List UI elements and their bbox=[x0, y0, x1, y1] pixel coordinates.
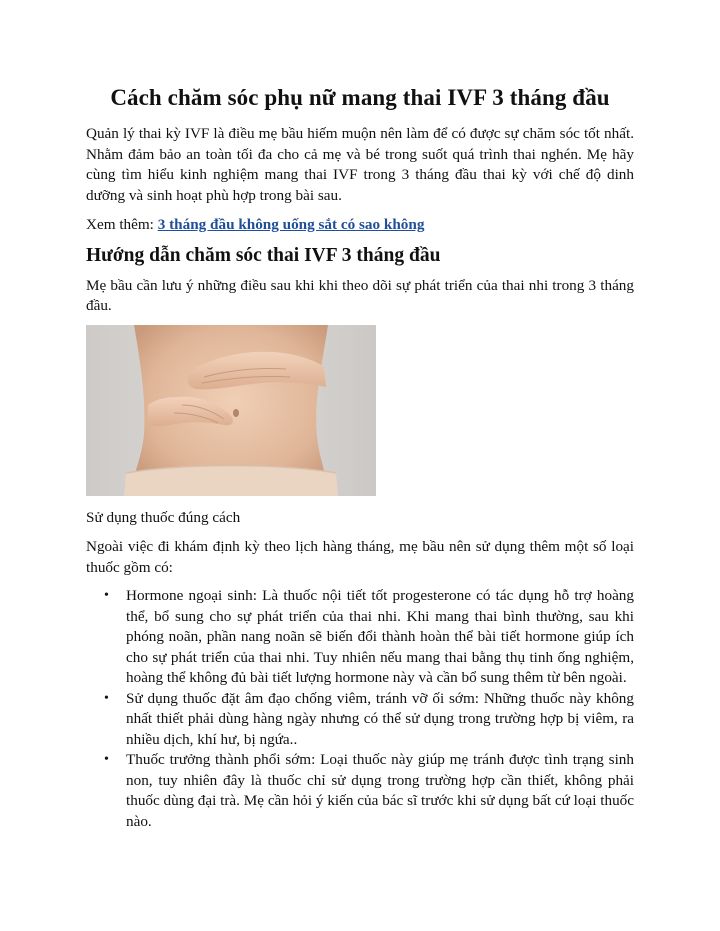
bullet-icon: • bbox=[104, 588, 109, 603]
medication-lead: Ngoài việc đi khám định kỳ theo lịch hàng tháng, mẹ bầu nên sử dụng thêm một số loại thuốc gồm có: bbox=[86, 538, 634, 576]
list-item bbox=[104, 750, 634, 832]
section-note: Mẹ bầu cần lưu ý những điều sau khi khi theo dõi sự phát triển của thai nhi trong 3 tháng đầu. bbox=[86, 276, 634, 314]
medication-list bbox=[86, 586, 634, 832]
see-more-label: Xem thêm: bbox=[86, 216, 158, 233]
section-heading: Hướng dẫn chăm sóc thai IVF 3 tháng đầu bbox=[86, 244, 441, 266]
intro-paragraph: Quản lý thai kỳ IVF là điều mẹ bầu hiếm muộn nên làm để có được sự chăm sóc tốt nhất. Nhằm đảm bảo an toàn tối đa cho cả mẹ và bé trong suốt quá trình thai nghén. Mẹ hãy cùng tìm hiểu kinh nghiệm mang thai IVF trong 3 tháng đầu thai kỳ với chế độ dinh dưỡng và sinh hoạt phù hợp trong bài sau. bbox=[86, 125, 634, 204]
list-item bbox=[104, 586, 634, 689]
list-item bbox=[104, 689, 634, 751]
list-item-text: Thuốc trưởng thành phổi sớm: Loại thuốc này giúp mẹ tránh được tình trạng sinh non, tuy nhiên đây là thuốc chỉ sử dụng trong trường hợp cần thiết, không phải thuốc dùng đại trà. Mẹ cần hỏi ý kiến của bác sĩ trước khi sử dụng bất cứ loại thuốc nào. bbox=[126, 751, 634, 830]
image-caption: Sử dụng thuốc đúng cách bbox=[86, 508, 241, 526]
bullet-icon: • bbox=[104, 690, 109, 706]
see-more-link[interactable]: 3 tháng đầu không uống sắt có sao không bbox=[157, 216, 425, 233]
article-title: Cách chăm sóc phụ nữ mang thai IVF 3 tháng đầu bbox=[110, 85, 610, 110]
belly-photo bbox=[86, 325, 376, 496]
navel bbox=[233, 409, 239, 417]
list-item-text: Sử dụng thuốc đặt âm đạo chống viêm, tránh vỡ ối sớm: Những thuốc này không nhất thiết phải dùng hàng ngày nhưng có thể sử dụng trong trường hợp bị viêm, ra nhiều dịch, khí hư, bị ngứa.. bbox=[126, 689, 634, 748]
bullet-icon: • bbox=[104, 752, 109, 767]
document-page bbox=[86, 82, 634, 832]
underwear bbox=[124, 465, 338, 496]
see-more-line bbox=[86, 215, 634, 236]
list-item-text: Hormone ngoại sinh: Là thuốc nội tiết tốt progesterone có tác dụng hỗ trợ hoàng thể, bổ sung cho sự phát triển của thai nhi. Khi mang thai bình thường, sau khi phóng noãn, phần nang noãn sẽ biến đổi thành hoàn thể bài tiết hormone giúp ích cho sự phát triển của thai nhi. Tuy nhiên nếu mang thai bằng thụ tinh ống nghiệm, hoàng thể không đủ bài tiết lượng hormone này và cần bổ sung thêm từ bên ngoài. bbox=[126, 587, 634, 686]
